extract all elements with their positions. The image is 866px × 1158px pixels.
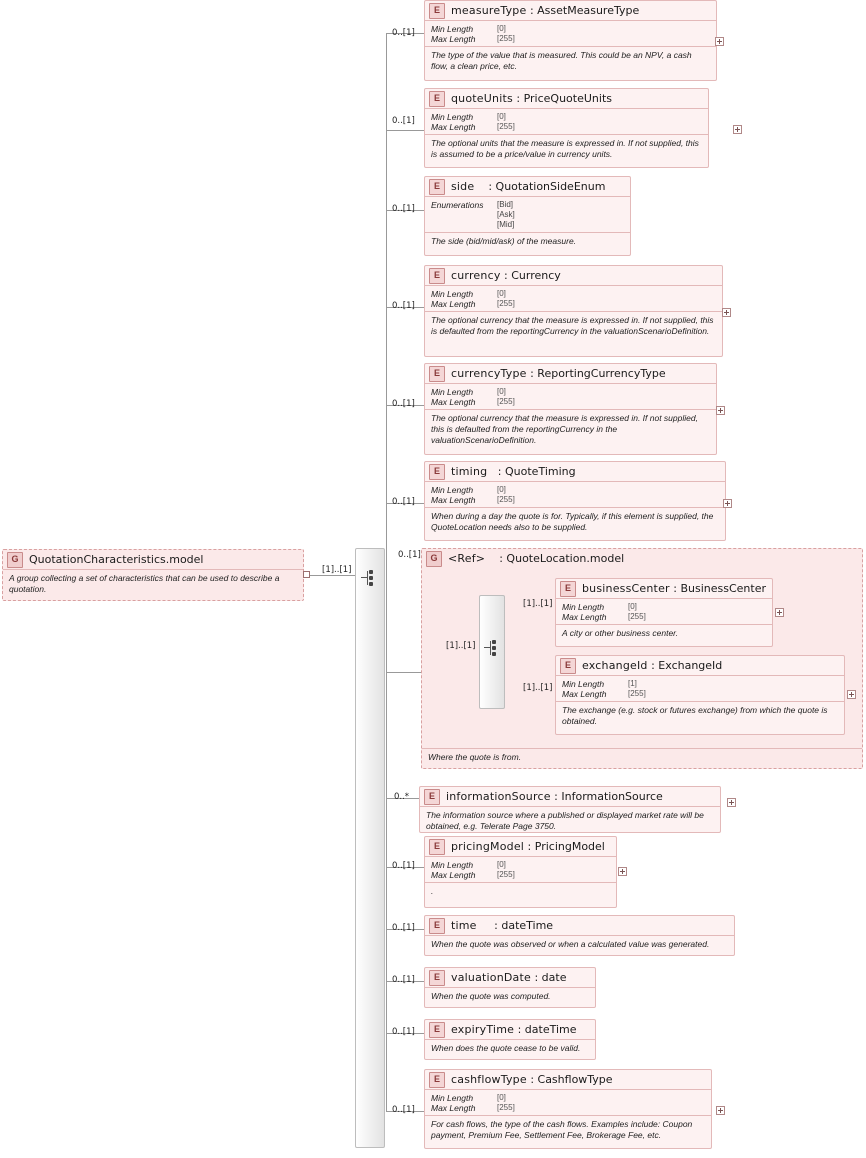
node-header xyxy=(420,787,720,806)
node-time[interactable] xyxy=(424,915,735,956)
element-badge-icon: E xyxy=(429,1022,445,1038)
node-documentation: Where the quote is from. xyxy=(428,752,522,762)
cardinality-measuretype: 0..[1] xyxy=(392,28,415,38)
cardinality-currency: 0..[1] xyxy=(392,301,415,311)
expand-plus-icon[interactable] xyxy=(715,37,724,46)
node-measuretype[interactable] xyxy=(424,0,717,81)
expand-plus-icon[interactable] xyxy=(716,1106,725,1115)
node-documentation: The optional units that the measure is expressed in. If not supplied, this is assumed to be a price/value in currency units. xyxy=(431,138,699,159)
cardinality-expirytime: 0..[1] xyxy=(392,1027,415,1037)
expand-plus-icon[interactable] xyxy=(716,406,725,415)
cardinality-informationsource: 0..* xyxy=(394,792,410,802)
node-expirytime[interactable] xyxy=(424,1019,596,1060)
cardinality-quoteunits: 0..[1] xyxy=(392,116,415,126)
cardinality-root: [1]..[1] xyxy=(322,565,352,575)
node-title: measureType : AssetMeasureType xyxy=(451,4,640,17)
cardinality-currencytype: 0..[1] xyxy=(392,399,415,409)
element-badge-icon: E xyxy=(560,658,576,674)
node-header xyxy=(425,364,716,383)
expand-plus-icon[interactable] xyxy=(847,690,856,699)
node-businesscenter[interactable] xyxy=(555,578,773,647)
node-title: pricingModel : PricingModel xyxy=(451,840,605,853)
facet-list: Enumerations [Bid] [Ask] [Mid] xyxy=(431,200,515,229)
node-header xyxy=(425,968,595,987)
node-header xyxy=(425,916,734,935)
node-header xyxy=(425,462,725,481)
element-badge-icon: E xyxy=(560,581,576,597)
cardinality-valuationdate: 0..[1] xyxy=(392,975,415,985)
expand-connector-icon[interactable] xyxy=(303,571,310,578)
node-title: expiryTime : dateTime xyxy=(451,1023,577,1036)
node-title: businessCenter : BusinessCenter xyxy=(582,582,766,595)
sequence-icon xyxy=(484,640,502,656)
node-header xyxy=(422,549,862,568)
cardinality-timing: 0..[1] xyxy=(392,497,415,507)
node-valuationdate[interactable] xyxy=(424,967,596,1008)
element-badge-icon: E xyxy=(429,918,445,934)
element-badge-icon: E xyxy=(429,268,445,284)
node-title: QuotationCharacteristics.model xyxy=(29,553,204,566)
node-currency[interactable] xyxy=(424,265,723,357)
cardinality-time: 0..[1] xyxy=(392,923,415,933)
node-title: currencyType : ReportingCurrencyType xyxy=(451,367,666,380)
element-badge-icon: E xyxy=(429,3,445,19)
facet-list: Min Length [0] Max Length [255] xyxy=(431,1093,515,1113)
node-title: informationSource : InformationSource xyxy=(446,790,663,803)
group-badge-icon: G xyxy=(426,551,442,567)
expand-plus-icon[interactable] xyxy=(733,125,742,134)
node-documentation: For cash flows, the type of the cash flows. Examples include: Coupon payment, Premium Fee, Settlement Fee, Brokerage Fee, etc. xyxy=(431,1119,693,1140)
node-header xyxy=(425,1,716,20)
node-documentation: The exchange (e.g. stock or futures exchange) from which the quote is obtained. xyxy=(562,705,828,726)
node-documentation: The optional currency that the measure is expressed in. If not supplied, this is defaulted from the reportingCurrency in the valuationScenarioDefinition. xyxy=(431,413,698,445)
node-documentation: A group collecting a set of characteristics that can be used to describe a quotation. xyxy=(9,573,280,594)
sequence-compositor-box[interactable] xyxy=(355,548,385,1148)
facet-list: Min Length [0] Max Length [255] xyxy=(562,602,646,622)
node-side[interactable] xyxy=(424,176,631,256)
node-documentation: The side (bid/mid/ask) of the measure. xyxy=(431,236,577,246)
group-badge-icon: G xyxy=(7,552,23,568)
facet-list: Min Length [0] Max Length [255] xyxy=(431,387,515,407)
facet-list: Min Length [0] Max Length [255] xyxy=(431,112,515,132)
node-title: quoteUnits : PriceQuoteUnits xyxy=(451,92,612,105)
node-header xyxy=(425,837,616,856)
node-header xyxy=(425,1020,595,1039)
node-title: timing : QuoteTiming xyxy=(451,465,576,478)
connector-root-to-seq xyxy=(306,575,361,576)
sequence-icon xyxy=(361,570,379,586)
expand-plus-icon[interactable] xyxy=(723,499,732,508)
cardinality-quotelocation-inner: [1]..[1] xyxy=(446,641,476,651)
node-documentation: When does the quote cease to be valid. xyxy=(431,1043,581,1053)
node-documentation: When during a day the quote is for. Typically, if this element is supplied, the QuoteLocation needs also to be supplied. xyxy=(431,511,714,532)
expand-plus-icon[interactable] xyxy=(775,608,784,617)
node-title: currency : Currency xyxy=(451,269,561,282)
cardinality-cashflowtype: 0..[1] xyxy=(392,1105,415,1115)
sequence-compositor-box-inner[interactable] xyxy=(479,595,505,709)
node-pricingmodel[interactable] xyxy=(424,836,617,908)
node-title: <Ref> : QuoteLocation.model xyxy=(448,552,625,565)
cardinality-pricingmodel: 0..[1] xyxy=(392,861,415,871)
node-documentation: When the quote was observed or when a calculated value was generated. xyxy=(431,939,710,949)
node-cashflowtype[interactable] xyxy=(424,1069,712,1149)
element-badge-icon: E xyxy=(424,789,440,805)
node-quoteunits[interactable] xyxy=(424,88,709,168)
element-badge-icon: E xyxy=(429,91,445,107)
node-title: valuationDate : date xyxy=(451,971,567,984)
node-exchangeid[interactable] xyxy=(555,655,845,735)
node-documentation: When the quote was computed. xyxy=(431,991,551,1001)
node-header xyxy=(425,89,708,108)
node-title: side : QuotationSideEnum xyxy=(451,180,606,193)
element-badge-icon: E xyxy=(429,1072,445,1088)
node-documentation: The optional currency that the measure is expressed in. If not supplied, this is defaulted from the reportingCurrency in the valuationScenarioDefinition. xyxy=(431,315,714,336)
element-badge-icon: E xyxy=(429,464,445,480)
node-header xyxy=(556,656,844,675)
cardinality-businesscenter: [1]..[1] xyxy=(523,599,553,609)
node-title: time : dateTime xyxy=(451,919,554,932)
node-quotation-characteristics-model[interactable] xyxy=(2,549,304,601)
cardinality-side: 0..[1] xyxy=(392,204,415,214)
node-title: exchangeId : ExchangeId xyxy=(582,659,723,672)
element-badge-icon: E xyxy=(429,179,445,195)
node-informationsource[interactable] xyxy=(419,786,721,833)
connector-7 xyxy=(386,672,421,673)
cardinality-quotelocation: 0..[1] xyxy=(398,550,421,560)
element-badge-icon: E xyxy=(429,366,445,382)
facet-list: Min Length [0] Max Length [255] xyxy=(431,860,515,880)
facet-list: Min Length [0] Max Length [255] xyxy=(431,289,515,309)
facet-list: Min Length [0] Max Length [255] xyxy=(431,24,515,44)
connector-spine xyxy=(386,33,387,1111)
node-documentation: The information source where a published or displayed market rate will be obtained, e.g. Telerate Page 3750. xyxy=(426,810,704,831)
node-currencytype[interactable] xyxy=(424,363,717,455)
facet-list: Min Length [0] Max Length [255] xyxy=(431,485,515,505)
node-header xyxy=(3,550,303,569)
node-documentation: The type of the value that is measured. This could be an NPV, a cash flow, a clean price, etc. xyxy=(431,50,692,71)
node-header xyxy=(425,177,630,196)
node-documentation: A city or other business center. xyxy=(562,628,679,638)
expand-plus-icon[interactable] xyxy=(618,867,627,876)
node-title: cashflowType : CashflowType xyxy=(451,1073,613,1086)
facet-list: Min Length [1] Max Length [255] xyxy=(562,679,646,699)
node-header xyxy=(425,1070,711,1089)
connector-2 xyxy=(386,130,424,131)
node-documentation: . xyxy=(431,886,434,896)
node-timing[interactable] xyxy=(424,461,726,541)
element-badge-icon: E xyxy=(429,970,445,986)
expand-plus-icon[interactable] xyxy=(727,798,736,807)
node-header xyxy=(425,266,722,285)
cardinality-exchangeid: [1]..[1] xyxy=(523,683,553,693)
expand-plus-icon[interactable] xyxy=(722,308,731,317)
element-badge-icon: E xyxy=(429,839,445,855)
node-header xyxy=(556,579,772,598)
